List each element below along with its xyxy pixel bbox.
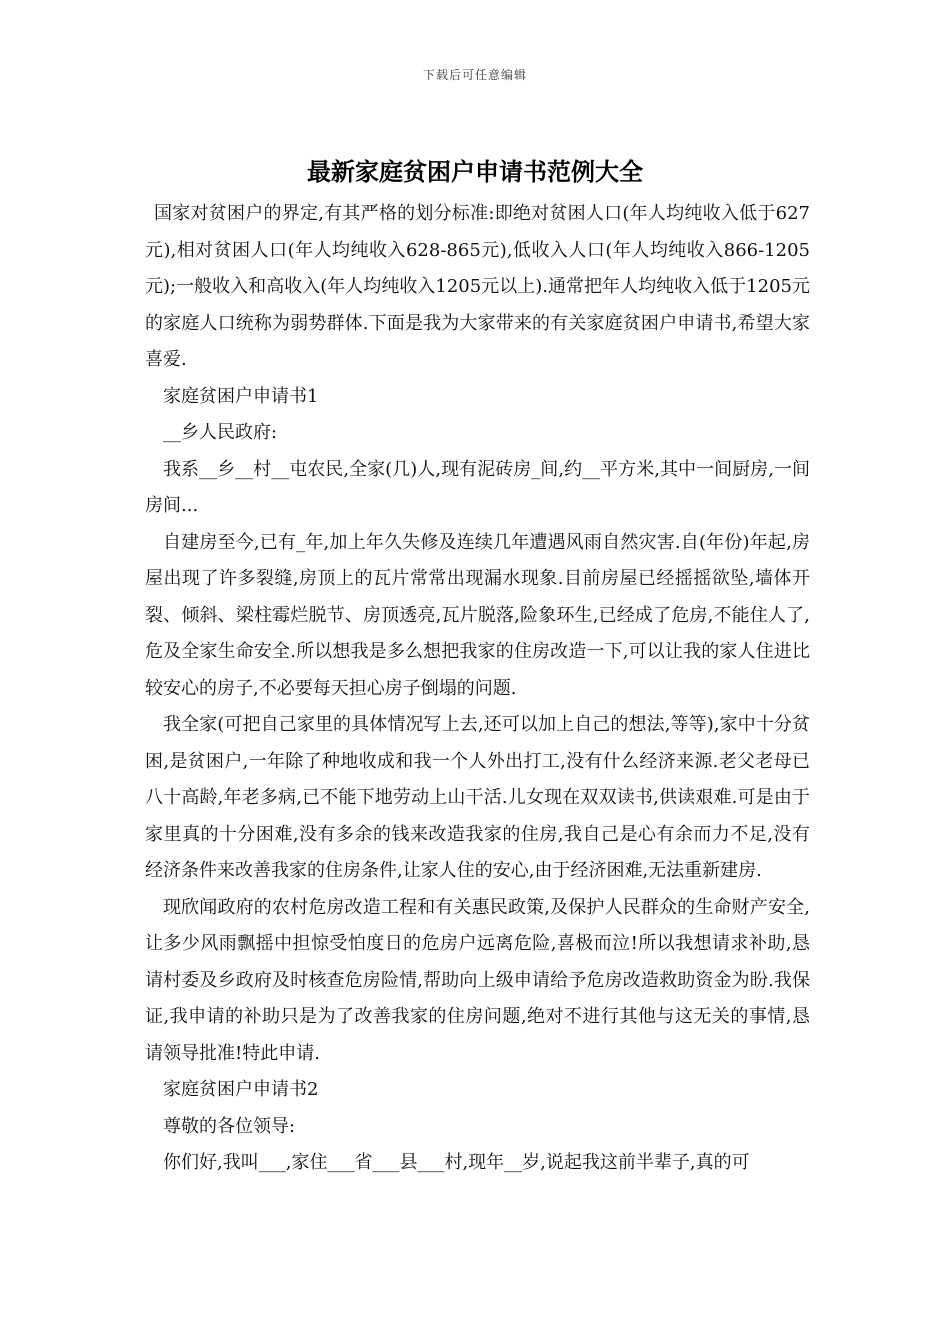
body-paragraph: 你们好,我叫___,家住___省___县___村,现年__岁,说起我这前半辈子,真的可: [163, 1152, 750, 1173]
salutation-2: 尊敬的各位领导:: [163, 1115, 296, 1137]
body-paragraph: 自建房至今,已有_年,加上年久失修及连续几年遭遇风雨自然灾害.自(年份)年起,房屋出现了许多裂缝,房顶上的瓦片常常出现漏水现象.目前房屋已经摇摇欲坠,墙体开裂、倾斜、梁柱霉烂脱节、房顶透亮,瓦片脱落,险象环生,已经成了危房,不能住人了,危及全家生命安全.所以想我是多么想把我家的住房改造一下,可以让我的家人住进比较安心的房子,不必要每天担心房子倒塌的问题.: [145, 531, 810, 699]
section-heading-1: 家庭贫困户申请书1: [163, 385, 319, 407]
body-paragraph: 现欣闻政府的农村危房改造工程和有关惠民政策,及保护人民群众的生命财产安全,让多少风雨飘摇中担惊受怕度日的危房户远离危险,喜极而泣!所以我想请求补助,恳请村委及乡政府及时核查危房险情,帮助向上级申请给予危房改造救助资金为盼.我保证,我申请的补助只是为了改善我家的住房问题,绝对不进行其他与这无关的事情,恳请领导批准!特此申请.: [145, 896, 810, 1064]
document-title: 最新家庭贫困户申请书范例大全: [307, 157, 643, 186]
document-body: [145, 196, 810, 1182]
body-paragraph: 我系__乡__村__屯农民,全家(几)人,现有泥砖房_间,约__平方米,其中一间厨房,一间房间...: [145, 458, 810, 516]
section-heading-2: 家庭贫困户申请书2: [163, 1079, 319, 1100]
header-note: 下载后可任意编辑: [422, 68, 527, 82]
body-paragraph: 我全家(可把自己家里的具体情况写上去,还可以加上自己的想法,等等),家中十分贫困,是贫困户,一年除了种地收成和我一个人外出打工,没有什么经济来源.老父老母已八十高龄,年老多病,已不能下地劳动上山干活.儿女现在双双读书,供读艰难.可是由于家里真的十分困难,没有多余的钱来改造我家的住房,我自己是心有余而力不足,没有经济条件来改善我家的住房条件,让家人住的安心,由于经济困难,无法重新建房.: [145, 714, 810, 881]
salutation-1: __乡人民政府:: [163, 422, 278, 443]
intro-paragraph: 国家对贫困户的界定,有其严格的划分标准:即绝对贫困人口(年人均纯收入低于627元),相对贫困人口(年人均纯收入628-865元),低收入人口(年人均纯收入866-1205元);一般收入和高收入(年人均纯收入1205元以上).通常把年人均纯收入低于1205元的家庭人口统称为弱势群体.下面是我为大家带来的有关家庭贫困户申请书,希望大家喜爱.: [145, 203, 810, 370]
